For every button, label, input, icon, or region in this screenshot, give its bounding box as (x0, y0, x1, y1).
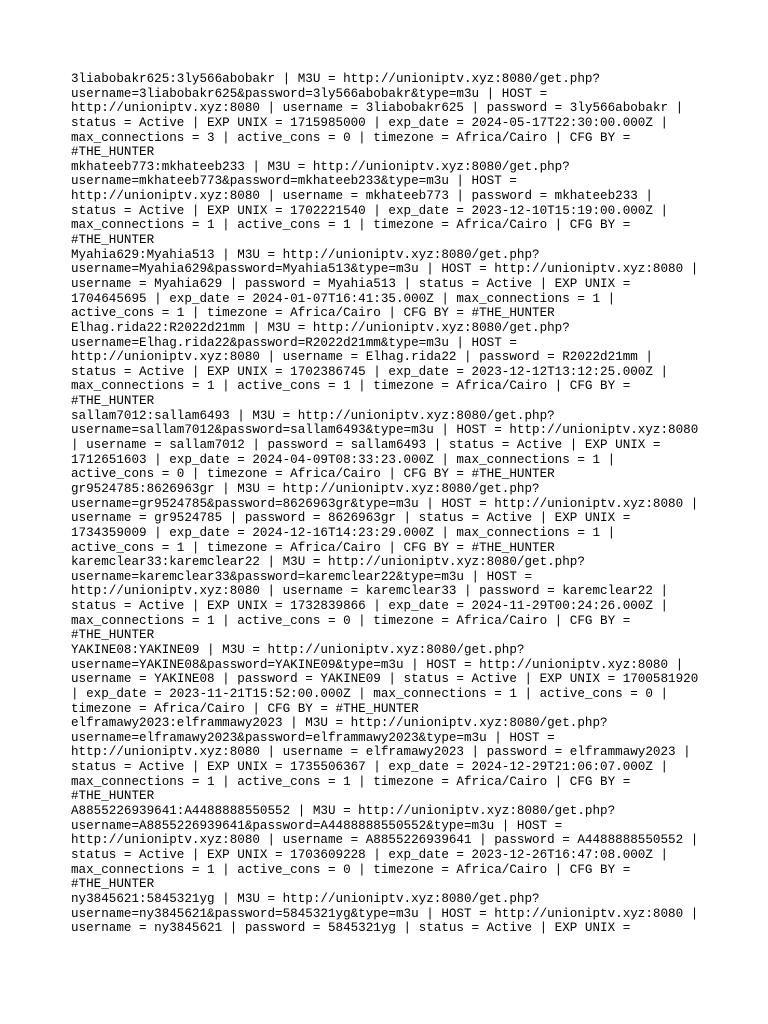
text-line: timezone = Africa/Cairo | CFG BY = #THE_HUNTER (71, 701, 419, 716)
text-line: YAKINE08:YAKINE09 | M3U = http://unioniptv.xyz:8080/get.php? (71, 642, 525, 657)
text-line: username=sallam7012&password=sallam6493&type=m3u | HOST = http://unioniptv.xyz:8080 (71, 423, 699, 438)
text-line: #THE_HUNTER (71, 145, 155, 160)
text-line: Elhag.rida22:R2022d21mm | M3U = http://unioniptv.xyz:8080/get.php? (71, 320, 570, 335)
text-line: max_connections = 1 | active_cons = 1 | timezone = Africa/Cairo | CFG BY = (71, 218, 631, 233)
text-line: max_connections = 3 | active_cons = 0 | timezone = Africa/Cairo | CFG BY = (71, 130, 631, 145)
text-line: gr9524785:8626963gr | M3U = http://unioniptv.xyz:8080/get.php? (71, 481, 540, 496)
text-line: username=3liabobakr625&password=3ly566abobakr&type=m3u | HOST = (71, 86, 548, 101)
text-line: http://unioniptv.xyz:8080 | username = Elhag.rida22 | password = R2022d21mm | (71, 350, 653, 365)
text-line: mkhateeb773:mkhateeb233 | M3U = http://unioniptv.xyz:8080/get.php? (71, 159, 570, 174)
text-line: 1704645695 | exp_date = 2024-01-07T16:41:35.000Z | max_connections = 1 | (71, 291, 616, 306)
text-line: status = Active | EXP UNIX = 1702221540 | exp_date = 2023-12-10T15:19:00.000Z | (71, 203, 669, 218)
text-line: active_cons = 1 | timezone = Africa/Cairo | CFG BY = #THE_HUNTER (71, 306, 555, 321)
text-line: #THE_HUNTER (71, 628, 155, 643)
text-line: http://unioniptv.xyz:8080 | username = A8855226939641 | password = A4488888550552 | (71, 833, 699, 848)
text-line: 3liabobakr625:3ly566abobakr | M3U = http://unioniptv.xyz:8080/get.php? (71, 72, 601, 86)
document-text (71, 72, 711, 936)
text-line: #THE_HUNTER (71, 233, 155, 248)
text-line: Myahia629:Myahia513 | M3U = http://unioniptv.xyz:8080/get.php? (71, 247, 540, 262)
text-line: username=ny3845621&password=5845321yg&type=m3u | HOST = http://unioniptv.xyz:8080 | (71, 906, 699, 921)
text-line: username=karemclear33&password=karemclear22&type=m3u | HOST = (71, 569, 533, 584)
text-line: username = gr9524785 | password = 8626963gr | status = Active | EXP UNIX = (71, 511, 631, 526)
text-line: username=A8855226939641&password=A4488888550552&type=m3u | HOST = (71, 818, 563, 833)
text-line: max_connections = 1 | active_cons = 1 | timezone = Africa/Cairo | CFG BY = (71, 774, 631, 789)
text-line: http://unioniptv.xyz:8080 | username = mkhateeb773 | password = mkhateeb233 | (71, 189, 653, 204)
text-line: active_cons = 0 | timezone = Africa/Cairo | CFG BY = #THE_HUNTER (71, 467, 555, 482)
text-line: max_connections = 1 | active_cons = 0 | timezone = Africa/Cairo | CFG BY = (71, 613, 631, 628)
text-line: active_cons = 1 | timezone = Africa/Cairo | CFG BY = #THE_HUNTER (71, 540, 555, 555)
text-line: A8855226939641:A4488888550552 | M3U = http://unioniptv.xyz:8080/get.php? (71, 804, 616, 819)
text-line: username=gr9524785&password=8626963gr&type=m3u | HOST = http://unioniptv.xyz:8080 | (71, 496, 699, 511)
text-line: ny3845621:5845321yg | M3U = http://unioniptv.xyz:8080/get.php? (71, 891, 540, 906)
text-line: username=elframawy2023&password=elframmawy2023&type=m3u | HOST = (71, 730, 555, 745)
text-line: status = Active | EXP UNIX = 1732839866 | exp_date = 2024-11-29T00:24:26.000Z | (71, 599, 669, 614)
text-line: 1734359009 | exp_date = 2024-12-16T14:23:29.000Z | max_connections = 1 | (71, 525, 616, 540)
text-line: status = Active | EXP UNIX = 1703609228 | exp_date = 2023-12-26T16:47:08.000Z | (71, 847, 669, 862)
text-line: http://unioniptv.xyz:8080 | username = elframawy2023 | password = elframmawy2023 | (71, 745, 691, 760)
text-line: username=YAKINE08&password=YAKINE09&type=m3u | HOST = http://unioniptv.xyz:8080 | (71, 657, 684, 672)
text-line: max_connections = 1 | active_cons = 1 | timezone = Africa/Cairo | CFG BY = (71, 379, 631, 394)
text-line: username=Myahia629&password=Myahia513&type=m3u | HOST = http://unioniptv.xyz:8080 | (71, 262, 699, 277)
text-line: username=Elhag.rida22&password=R2022d21mm&type=m3u | HOST = (71, 335, 517, 350)
text-line: #THE_HUNTER (71, 789, 155, 804)
text-line: karemclear33:karemclear22 | M3U = http://unioniptv.xyz:8080/get.php? (71, 555, 585, 570)
text-line: username = Myahia629 | password = Myahia513 | status = Active | EXP UNIX = (71, 276, 631, 291)
text-line: username = ny3845621 | password = 5845321yg | status = Active | EXP UNIX = (71, 921, 631, 936)
text-line: max_connections = 1 | active_cons = 0 | timezone = Africa/Cairo | CFG BY = (71, 862, 631, 877)
text-line: username=mkhateeb773&password=mkhateeb233&type=m3u | HOST = (71, 174, 517, 189)
text-line: http://unioniptv.xyz:8080 | username = 3liabobakr625 | password = 3ly566abobakr | (71, 101, 684, 116)
text-line: http://unioniptv.xyz:8080 | username = karemclear33 | password = karemclear22 | (71, 584, 669, 599)
text-line: #THE_HUNTER (71, 877, 155, 892)
text-line: | username = sallam7012 | password = sallam6493 | status = Active | EXP UNIX = (71, 438, 661, 453)
text-line: | exp_date = 2023-11-21T15:52:00.000Z | max_connections = 1 | active_cons = 0 | (71, 686, 669, 701)
text-line: elframawy2023:elframmawy2023 | M3U = http://unioniptv.xyz:8080/get.php? (71, 716, 608, 731)
text-line: status = Active | EXP UNIX = 1715985000 | exp_date = 2024-05-17T22:30:00.000Z | (71, 115, 669, 130)
text-line: username = YAKINE08 | password = YAKINE09 | status = Active | EXP UNIX = 1700581920 (71, 672, 699, 687)
text-line: 1712651603 | exp_date = 2024-04-09T08:33:23.000Z | max_connections = 1 | (71, 452, 616, 467)
text-line: status = Active | EXP UNIX = 1735506367 | exp_date = 2024-12-29T21:06:07.000Z | (71, 760, 669, 775)
text-line: status = Active | EXP UNIX = 1702386745 | exp_date = 2023-12-12T13:12:25.000Z | (71, 364, 669, 379)
text-line: sallam7012:sallam6493 | M3U = http://unioniptv.xyz:8080/get.php? (71, 408, 555, 423)
text-line: #THE_HUNTER (71, 394, 155, 409)
